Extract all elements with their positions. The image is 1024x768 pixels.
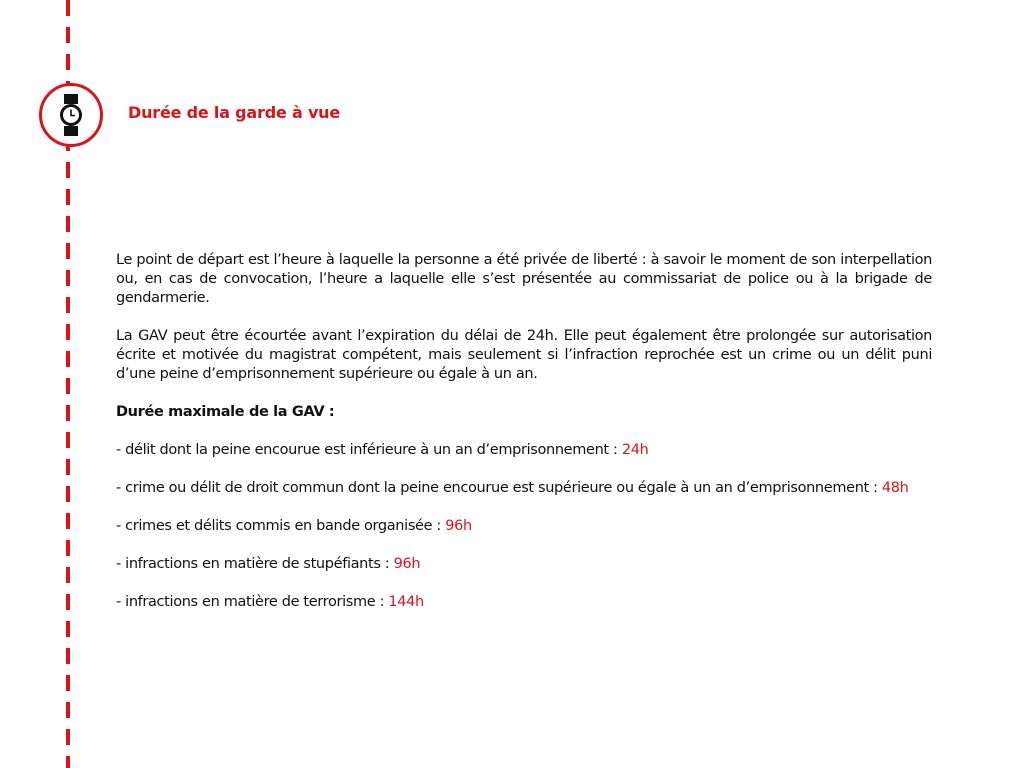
duration-value: 144h — [388, 594, 424, 610]
section-heading: Durée maximale de la GAV : — [116, 404, 335, 420]
list-item — [116, 593, 932, 612]
list-item-label: - infractions en matière de stupéfiants : — [116, 556, 394, 572]
list-item-label: - crimes et délits commis en bande organisée : — [116, 518, 446, 534]
duration-value: 24h — [621, 442, 649, 458]
duration-value: 96h — [393, 556, 421, 572]
list-item-label: - délit dont la peine encourue est inférieure à un an d’emprisonnement : — [116, 442, 622, 458]
list-item — [116, 555, 932, 574]
paragraph-prolongation: La GAV peut être écourtée avant l’expiration du délai de 24h. Elle peut également être prolongée sur autorisation écrite et motivée du magistrat compétent, mais seulement si l’infraction reprochée est un crime ou un délit puni d’une peine d’emprisonnement supérieure ou égale à un an. — [116, 328, 932, 382]
timeline-marker — [39, 83, 103, 147]
watch-icon — [58, 91, 84, 139]
duration-value: 96h — [445, 518, 472, 534]
list-item — [116, 517, 932, 536]
list-item-label: - crime ou délit de droit commun dont la peine encourue est supérieure ou égale à un an d’emprisonnement : — [116, 480, 882, 496]
duration-value: 48h — [881, 480, 909, 496]
page-title: Durée de la garde à vue — [128, 103, 341, 122]
list-item — [116, 441, 932, 460]
paragraph-point-de-depart: Le point de départ est l’heure à laquelle la personne a été privée de liberté : à savoir le moment de son interpellation ou, en cas de convocation, l’heure a laquelle elle s’est présentée au commissariat de police ou à la brigade de gendarmerie. — [116, 252, 932, 306]
list-item-label: - infractions en matière de terrorisme : — [116, 594, 389, 610]
content-body — [116, 251, 932, 612]
list-item — [116, 479, 932, 498]
